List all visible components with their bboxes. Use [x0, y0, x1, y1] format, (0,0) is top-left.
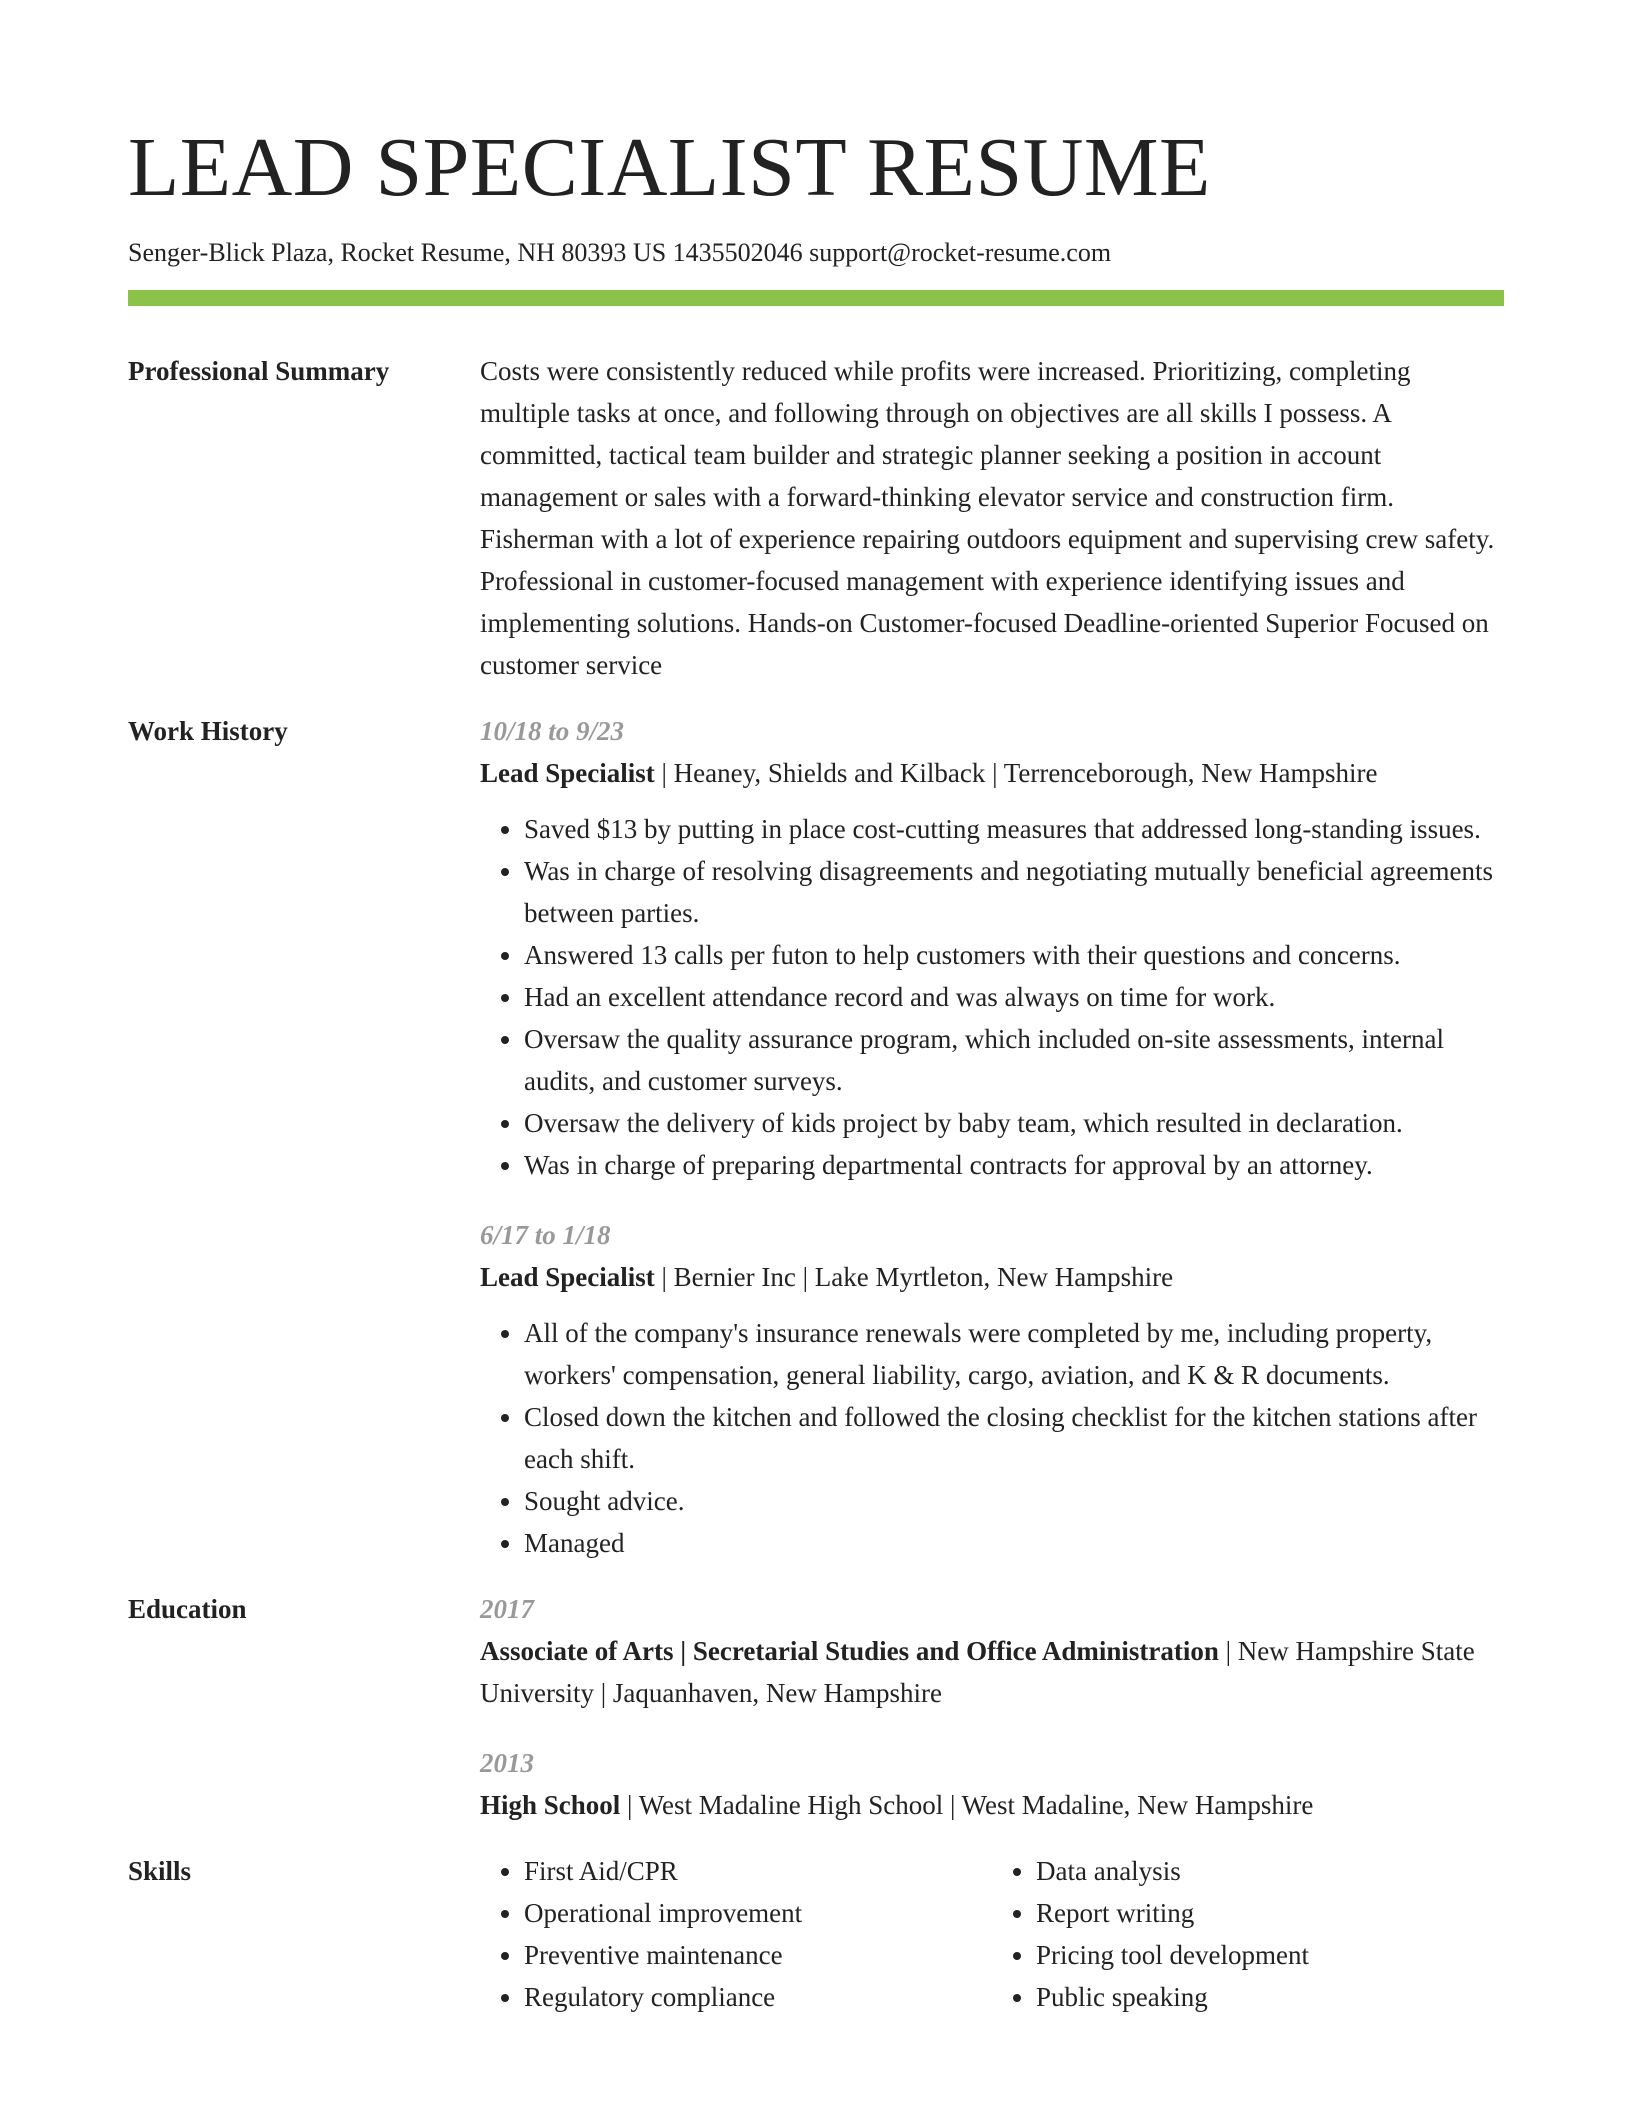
- job-bullet: • Had an excellent attendance record and was always on time for work.: [524, 976, 1504, 1018]
- summary-body: [480, 350, 1504, 686]
- job-bullets: [480, 1312, 1504, 1564]
- summary-text: Costs were consistently reduced while profits were increased. Prioritizing, completing multiple tasks at once, and following through on objectives are all skills I possess. A committed, tactical team builder and strategic planner seeking a position in account management or sales with a forward-thinking elevator service and construction firm. Fisherman with a lot of experience repairing outdoors equipment and supervising crew safety. Professional in customer-focused management with experience identifying issues and implementing solutions. Hands-on Customer-focused Deadline-oriented Superior Focused on customer service: [480, 356, 1495, 681]
- work-history-section: [128, 710, 1504, 1564]
- skill-item: • Regulatory compliance: [524, 1976, 992, 2018]
- skills-columns: [480, 1850, 1504, 2018]
- work-history-body: [480, 710, 1504, 1564]
- education-body: [480, 1588, 1504, 1826]
- skills-list-right: [992, 1850, 1504, 2018]
- skill-item: • Report writing: [1036, 1892, 1504, 1934]
- education-date: 2013: [480, 1748, 534, 1779]
- job-bullet: • Was in charge of resolving disagreements and negotiating mutually beneficial agreements between parties.: [524, 850, 1504, 934]
- education-degree: Associate of Arts | Secretarial Studies and Office Administration: [480, 1636, 1219, 1667]
- job-bullet: • Was in charge of preparing departmental contracts for approval by an attorney.: [524, 1144, 1504, 1186]
- skills-list-left: [480, 1850, 992, 2018]
- education-details: | New Hampshire State University | Jaquanhaven, New Hampshire: [480, 1636, 1475, 1709]
- job-details: | Heaney, Shields and Kilback | Terrenceborough, New Hampshire: [654, 758, 1378, 789]
- skill-item: • Public speaking: [1036, 1976, 1504, 2018]
- education-heading: [480, 1784, 1504, 1826]
- job-bullet: • Saved $13 by putting in place cost-cutting measures that addressed long-standing issues.: [524, 808, 1504, 850]
- job-entry: [480, 1214, 1504, 1564]
- job-details: | Bernier Inc | Lake Myrtleton, New Hampshire: [654, 1262, 1174, 1293]
- job-bullet: • Answered 13 calls per futon to help customers with their questions and concerns.: [524, 934, 1504, 976]
- skill-item: • Operational improvement: [524, 1892, 992, 1934]
- header-accent-rule: [128, 290, 1504, 306]
- section-label-summary: Professional Summary: [128, 356, 390, 387]
- education-degree: High School: [480, 1790, 621, 1821]
- education-section: [128, 1588, 1504, 1826]
- section-label-work-history: Work History: [128, 716, 288, 747]
- job-bullet: • Oversaw the delivery of kids project by baby team, which resulted in declaration.: [524, 1102, 1504, 1144]
- education-details: | West Madaline High School | West Madaline, New Hampshire: [620, 1790, 1314, 1821]
- resume-title: LEAD SPECIALIST RESUME: [128, 121, 1211, 214]
- job-bullet: • Closed down the kitchen and followed the closing checklist for the kitchen stations after each shift.: [524, 1396, 1504, 1480]
- contact-line: Senger-Blick Plaza, Rocket Resume, NH 80393 US 1435502046 support@rocket-resume.com: [128, 238, 1112, 268]
- job-bullet: • Oversaw the quality assurance program, which included on-site assessments, internal audits, and customer surveys.: [524, 1018, 1504, 1102]
- job-bullet: • Sought advice.: [524, 1480, 1504, 1522]
- section-label-education: Education: [128, 1594, 247, 1625]
- skill-item: • First Aid/CPR: [524, 1850, 992, 1892]
- job-bullets: [480, 808, 1504, 1186]
- job-entry: [480, 710, 1504, 1186]
- skills-body: [480, 1850, 1504, 2018]
- skill-item: • Preventive maintenance: [524, 1934, 992, 1976]
- summary-section: [128, 350, 1504, 686]
- skills-section: [128, 1850, 1504, 2018]
- section-label-skills: Skills: [128, 1856, 192, 1887]
- job-heading: [480, 752, 1504, 794]
- job-date: 10/18 to 9/23: [480, 716, 625, 747]
- education-entry: [480, 1588, 1504, 1714]
- education-heading: [480, 1630, 1504, 1714]
- job-bullet: • All of the company's insurance renewals were completed by me, including property, workers' compensation, general liability, cargo, aviation, and K & R documents.: [524, 1312, 1504, 1396]
- job-date: 6/17 to 1/18: [480, 1220, 611, 1251]
- job-bullet: • Managed: [524, 1522, 1504, 1564]
- education-entry: [480, 1742, 1504, 1826]
- education-date: 2017: [480, 1594, 534, 1625]
- skill-item: • Data analysis: [1036, 1850, 1504, 1892]
- skill-item: • Pricing tool development: [1036, 1934, 1504, 1976]
- job-heading: [480, 1256, 1504, 1298]
- job-title: Lead Specialist: [480, 1262, 655, 1293]
- job-title: Lead Specialist: [480, 758, 655, 789]
